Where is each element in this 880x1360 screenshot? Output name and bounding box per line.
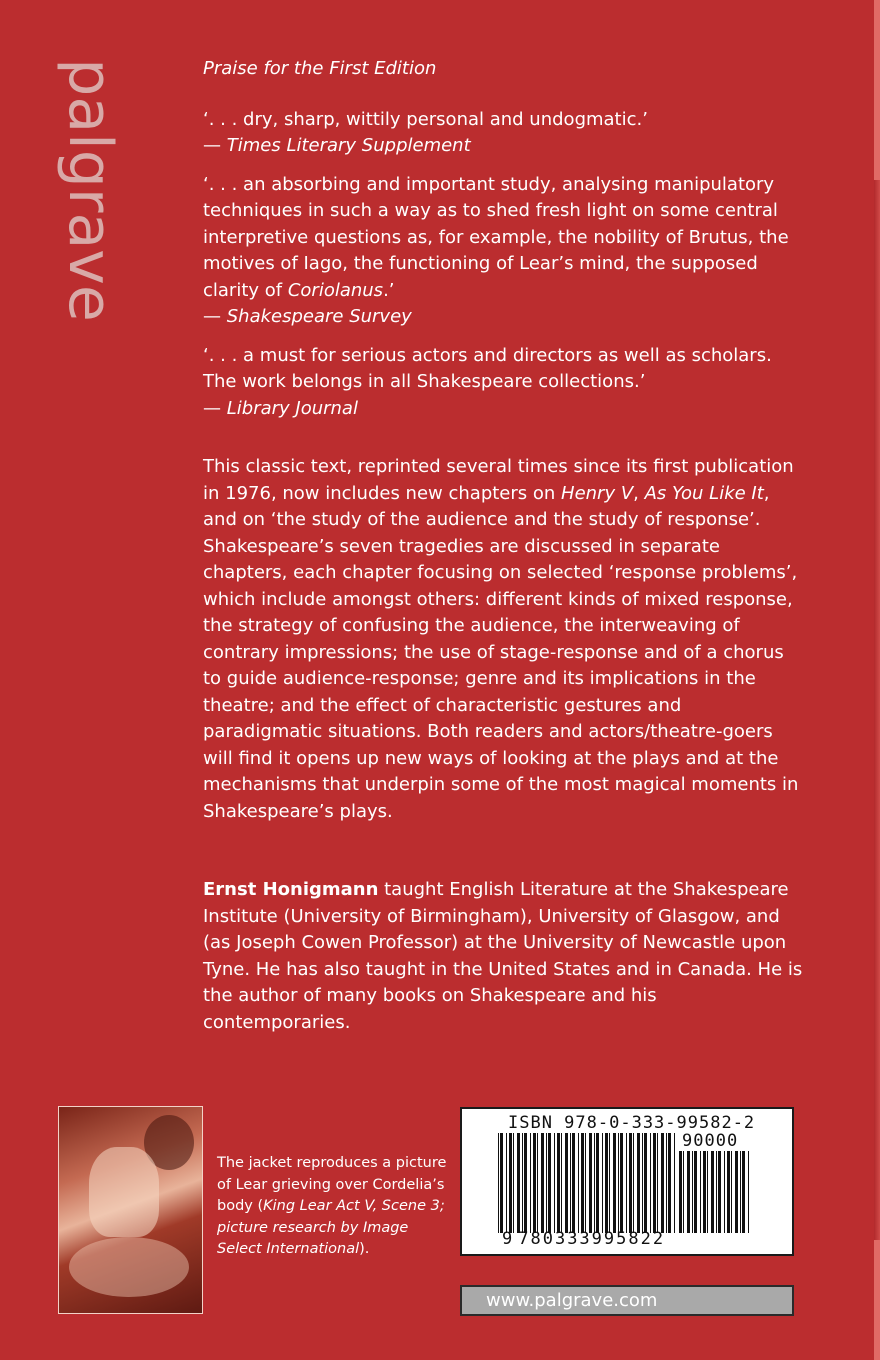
dash: — <box>203 397 227 419</box>
quote-2 <box>203 172 803 331</box>
jacket-picture <box>58 1106 203 1314</box>
palgrave-logo <box>55 58 125 322</box>
barcode-bar <box>578 1133 579 1233</box>
barcode-bar <box>716 1151 717 1233</box>
barcode-bar <box>626 1133 627 1233</box>
jacket-caption <box>217 1153 452 1261</box>
barcode-bars <box>498 1133 678 1233</box>
barcode-bar <box>700 1151 701 1233</box>
spine-edge <box>874 0 880 1360</box>
barcode-bar <box>748 1151 749 1233</box>
barcode-bar <box>644 1133 647 1233</box>
blurb-separator: , <box>633 482 645 504</box>
barcode-bar <box>565 1133 568 1233</box>
quote-attribution <box>203 396 803 423</box>
barcode-bar <box>541 1133 544 1233</box>
praise-heading: Praise for the First Edition <box>203 58 437 79</box>
quote-text: ‘. . . an absorbing and important study, analysing manipulatory techniques in such a way as to shed fresh light on some central interpretive questions as, for example, the nobility of Brutus, the motives of Iago, the functioning of Lear’s mind, the supposed clarity of <box>203 173 789 301</box>
quote-text-end: .’ <box>383 279 395 301</box>
barcode-bar <box>653 1133 656 1233</box>
quote-attribution <box>203 304 803 331</box>
barcode-bar <box>742 1151 745 1233</box>
quote-source: Shakespeare Survey <box>226 306 412 327</box>
barcode-lead-digit: 9 <box>502 1229 515 1249</box>
barcode-bar <box>585 1133 586 1233</box>
barcode-bar <box>707 1151 708 1233</box>
bio-text: taught English Literature at the Shakespeare Institute (University of Birmingham), University of Glasgow, and (as Joseph Cowen Professor) at the University of Newcastle upon Tyne. He has also taught in the United States and in Canada. He is the author of many books on Shakespeare and his contemporaries. <box>203 879 803 1033</box>
picture-shape <box>69 1237 189 1297</box>
book-description <box>203 454 803 825</box>
barcode-bar <box>703 1151 706 1233</box>
barcode-bar <box>692 1151 693 1233</box>
isbn-label: ISBN 978-0-333-99582-2 <box>508 1113 756 1133</box>
quote-attribution <box>203 133 803 160</box>
barcode-bar <box>594 1133 595 1233</box>
barcode-bar <box>500 1133 503 1233</box>
barcode-bar <box>613 1133 616 1233</box>
barcode-bar <box>687 1151 690 1233</box>
barcode-bar <box>581 1133 584 1233</box>
barcode-bar <box>605 1133 608 1233</box>
barcode-bar <box>609 1133 610 1233</box>
barcode-digits <box>502 1229 665 1249</box>
barcode-bar <box>546 1133 547 1233</box>
barcode-bar <box>596 1133 599 1233</box>
publisher-url[interactable]: www.palgrave.com <box>460 1285 794 1316</box>
quote-1 <box>203 107 803 160</box>
quote-source: Library Journal <box>226 397 358 419</box>
barcode-bar <box>642 1133 643 1233</box>
barcode-bar <box>498 1133 499 1233</box>
blurb-text: , and on ‘the study of the audience and the study of response’. Shakespeare’s seven tragedies are discussed in separate chapters, each chapter focusing on selected ‘response problems’, which include amongst others: different kinds of mixed response, the strategy of confusing the audience, the interweaving of contrary impressions; the use of stage-response and of a chorus to guide audience-response; genre and its implications in the theatre; and the effect of characteristic gestures and paradigmatic situations. Both readers and actors/theatre-goers will find it opens up new ways of looking at the plays and at the mechanisms that underpin some of the most magical moments in Shakespeare’s plays. <box>203 482 799 822</box>
blurb-text: This classic text, reprinted several times since its first publication in 1976, now includes new chapters on <box>203 456 794 504</box>
author-name: Ernst Honigmann <box>203 879 379 900</box>
barcode-bar <box>740 1151 741 1233</box>
barcode-bar <box>683 1151 684 1233</box>
blurb-emphasis: As You Like It <box>644 482 764 504</box>
dash: — <box>203 306 227 327</box>
barcode-bar <box>694 1151 697 1233</box>
barcode-bar <box>524 1133 527 1233</box>
picture-shape <box>89 1147 159 1237</box>
barcode-bar <box>589 1133 592 1233</box>
barcode-bar <box>618 1133 619 1233</box>
barcode-bar <box>533 1133 536 1233</box>
barcode-bar <box>620 1133 623 1233</box>
quote-text: ‘. . . a must for serious actors and directors as well as scholars. The work belongs in all Shakespeare collections.’ <box>203 344 772 392</box>
barcode-bar <box>666 1133 667 1233</box>
spine-notch <box>874 0 880 180</box>
addon-bars <box>679 1151 749 1233</box>
caption-text: The jacket reproduces a picture of Lear grieving over Cordelia’s body ( <box>217 1155 447 1214</box>
barcode-number: 780333995822 <box>518 1229 666 1249</box>
caption-text-end: ). <box>359 1241 370 1257</box>
blurb-emphasis: Henry V <box>561 482 634 504</box>
barcode-bar <box>718 1151 721 1233</box>
barcode-bar <box>572 1133 575 1233</box>
quote-source: Times Literary Supplement <box>226 135 471 156</box>
barcode-bar <box>570 1133 571 1233</box>
price-addon: 90000 <box>682 1131 739 1151</box>
barcode-bar <box>735 1151 738 1233</box>
barcode-bar <box>557 1133 560 1233</box>
isbn-barcode <box>460 1107 794 1256</box>
back-cover-text <box>203 56 803 1036</box>
barcode-bar <box>724 1151 725 1233</box>
barcode-bar <box>629 1133 632 1233</box>
barcode-bar <box>517 1133 520 1233</box>
barcode-bar <box>522 1133 523 1233</box>
barcode-bar <box>554 1133 555 1233</box>
quote-text: ‘. . . dry, sharp, wittily personal and undogmatic.’ <box>203 108 648 130</box>
barcode-bar <box>509 1133 512 1233</box>
barcode-bar <box>674 1133 675 1233</box>
barcode-bar <box>727 1151 730 1233</box>
barcode-bar <box>633 1133 634 1233</box>
barcode-bar <box>711 1151 714 1233</box>
barcode-bar <box>668 1133 671 1233</box>
barcode-bar <box>506 1133 507 1233</box>
dash: — <box>203 135 227 156</box>
barcode-bar <box>602 1133 603 1233</box>
quote-3 <box>203 343 803 423</box>
caption-emphasis: King Lear Act V, Scene 3; picture research by Image Select International <box>217 1198 445 1257</box>
barcode-bar <box>537 1133 538 1233</box>
barcode-bar <box>657 1133 658 1233</box>
barcode-bar <box>650 1133 651 1233</box>
barcode-bar <box>513 1133 514 1233</box>
barcode-bar <box>731 1151 732 1233</box>
barcode-bar <box>548 1133 551 1233</box>
logo-text: palgrave <box>55 58 125 322</box>
barcode-bar <box>679 1151 682 1233</box>
barcode-bar <box>561 1133 562 1233</box>
barcode-bar <box>661 1133 664 1233</box>
barcode-bar <box>530 1133 531 1233</box>
spine-notch <box>874 1240 880 1360</box>
author-bio <box>203 877 803 1036</box>
barcode-bar <box>637 1133 640 1233</box>
quote-emphasis: Coriolanus <box>287 279 384 301</box>
